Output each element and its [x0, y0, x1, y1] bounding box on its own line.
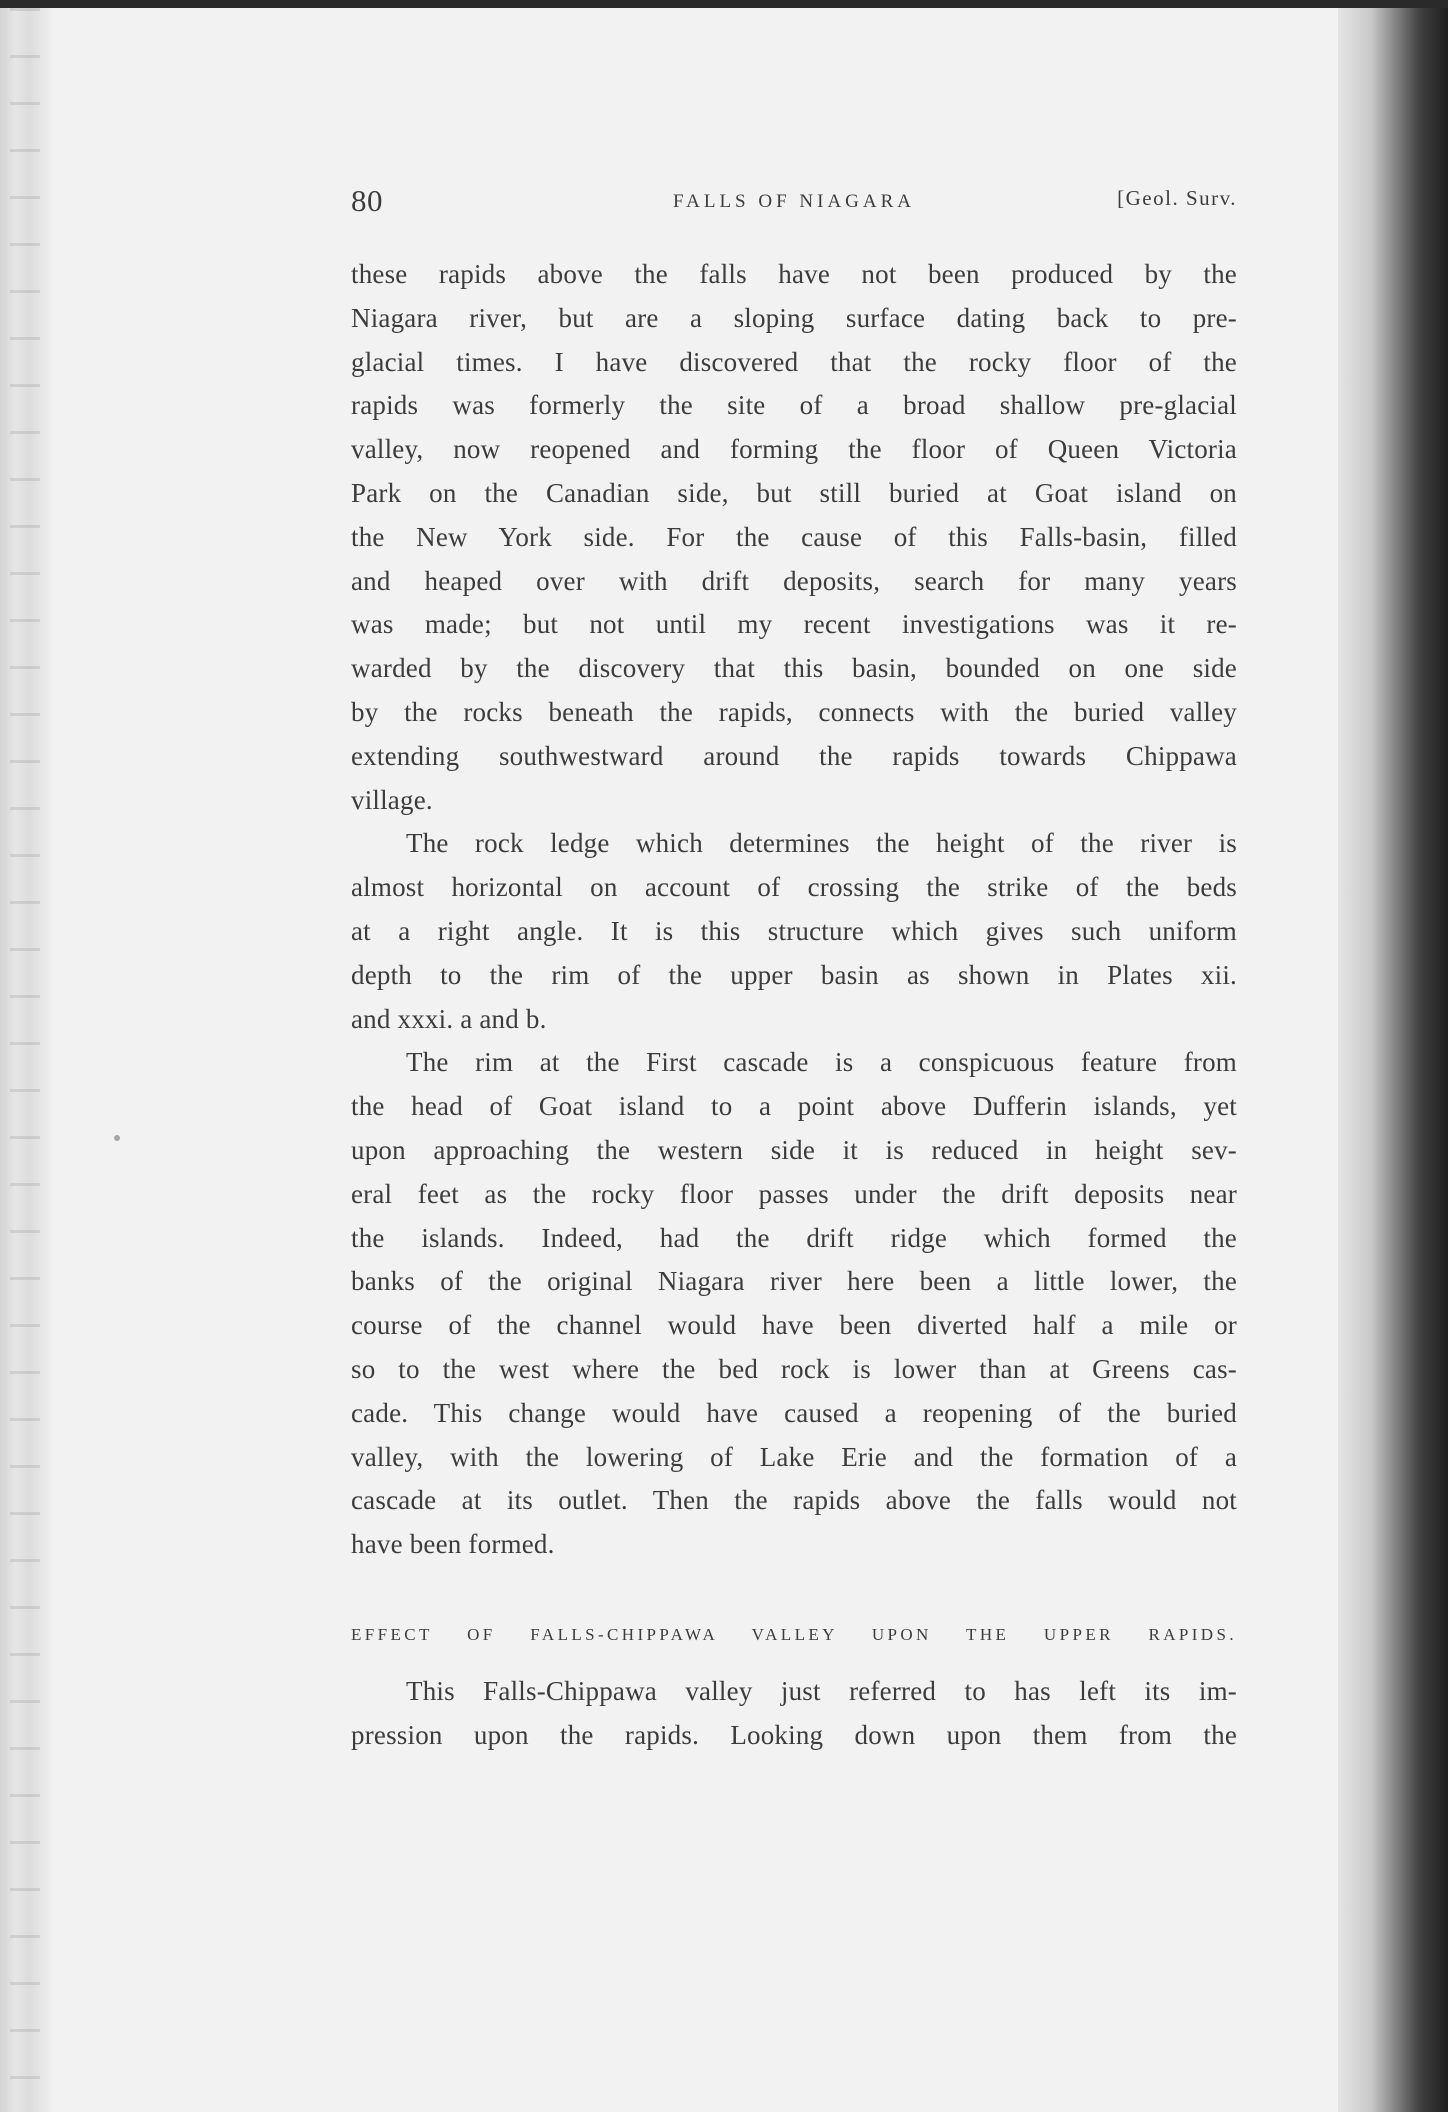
paragraph-start-line: This Falls-Chippawa valley just referred to has left its im- — [406, 1676, 1237, 1706]
text-line: upon approaching the western side it is reduced in height sev- — [351, 1134, 1237, 1165]
text-line: village. — [351, 784, 433, 815]
text-line: cade. This change would have caused a reopening of the buried — [351, 1397, 1237, 1428]
text-line: warded by the discovery that this basin, bounded on one side — [351, 653, 1237, 684]
text-line: by the rocks beneath the rapids, connects with the buried valley — [351, 696, 1237, 727]
text-line: was made; but not until my recent investigations was it re- — [351, 609, 1237, 640]
text-line: banks of the original Niagara river here been a little lower, the — [351, 1266, 1237, 1297]
text-line: and heaped over with drift deposits, search for many years — [351, 565, 1237, 596]
section-heading: EFFECT OF FALLS-CHIPPAWA VALLEY UPON THE UPPER RAPIDS. — [351, 1625, 1237, 1644]
text-line: have been formed. — [351, 1529, 555, 1560]
text-line: eral feet as the rocky floor passes under the drift deposits near — [351, 1178, 1237, 1209]
section-body-text — [351, 1670, 1237, 1758]
text-line: glacial times. I have discovered that the rocky floor of the — [351, 346, 1237, 377]
text-line: the islands. Indeed, had the drift ridge which formed the — [351, 1222, 1237, 1253]
text-line: course of the channel would have been diverted half a mile or — [351, 1310, 1237, 1341]
running-header — [351, 183, 1237, 219]
text-line: extending southwestward around the rapids towards Chippawa — [351, 740, 1237, 771]
text-line: almost horizontal on account of crossing the strike of the beds — [351, 872, 1237, 903]
body-text — [351, 253, 1237, 1567]
paragraph-start-line: The rim at the First cascade is a conspicuous feature from — [406, 1047, 1237, 1078]
paragraph-start-line: The rock ledge which determines the height of the river is — [406, 828, 1237, 859]
text-line: pression upon the rapids. Looking down upon them from the — [351, 1719, 1237, 1750]
text-line: these rapids above the falls have not been produced by the — [351, 259, 1237, 289]
text-line: Niagara river, but are a sloping surface dating back to pre- — [351, 302, 1237, 333]
text-line: Park on the Canadian side, but still buried at Goat island on — [351, 477, 1237, 508]
text-line: the head of Goat island to a point above Dufferin islands, yet — [351, 1091, 1237, 1122]
text-line: rapids was formerly the site of a broad shallow pre-glacial — [351, 390, 1237, 421]
series-note: [Geol. Surv. — [1117, 186, 1237, 210]
text-line: at a right angle. It is this structure which gives such uniform — [351, 915, 1237, 946]
text-line: valley, now reopened and forming the floor of Queen Victoria — [351, 434, 1237, 465]
text-line: and xxxi. a and b. — [351, 1003, 547, 1034]
text-line: depth to the rim of the upper basin as shown in Plates xii. — [351, 959, 1237, 990]
text-line: so to the west where the bed rock is lower than at Greens cas- — [351, 1353, 1237, 1384]
running-title: FALLS OF NIAGARA — [672, 191, 916, 212]
text-line: the New York side. For the cause of this Falls-basin, filled — [351, 521, 1237, 552]
page-number: 80 — [351, 183, 383, 218]
text-line: valley, with the lowering of Lake Erie and the formation of a — [351, 1441, 1237, 1472]
text-line: cascade at its outlet. Then the rapids above the falls would not — [351, 1485, 1237, 1516]
